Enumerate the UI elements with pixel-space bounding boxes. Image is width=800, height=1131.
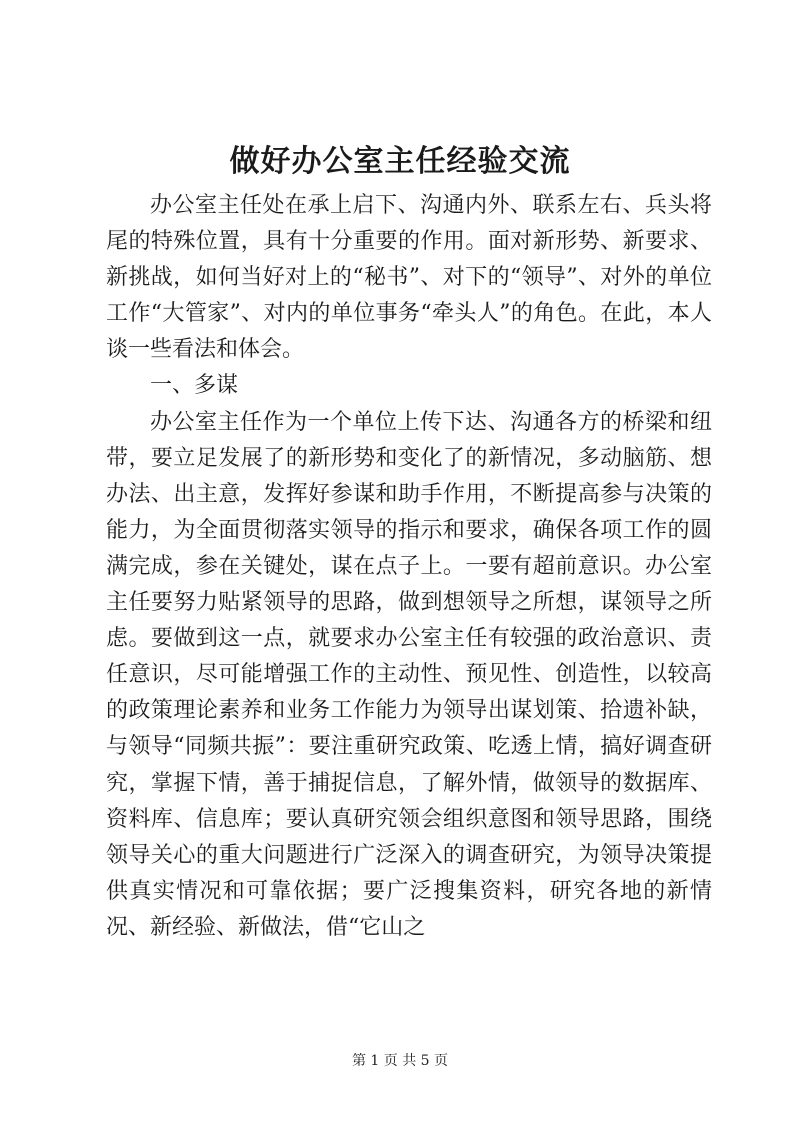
document-body [106, 188, 712, 946]
paragraph-intro: 办公室主任处在承上启下、沟通内外、联系左右、兵头将尾的特殊位置，具有十分重要的作用。面对新形势、新要求、新挑战，如何当好对上的“秘书”、对下的“领导”、对外的单位工作“大管家”、对内的单位事务“牵头人”的角色。在此，本人谈一些看法和体会。 [106, 193, 712, 363]
document-title: 做好办公室主任经验交流 [229, 144, 571, 179]
paragraph-section-1: 办公室主任作为一个单位上传下达、沟通各方的桥梁和纽带，要立足发展了的新形势和变化了的新情况，多动脑筋、想办法、出主意，发挥好参谋和助手作用，不断提高参与决策的能力，为全面贯彻落实领导的指示和要求，确保各项工作的圆满完成，参在关键处，谋在点子上。一要有超前意识。办公室主任要努力贴紧领导的思路，做到想领导之所想，谋领导之所虑。要做到这一点，就要求办公室主任有较强的政治意识、责任意识，尽可能增强工作的主动性、预见性、创造性，以较高的政策理论素养和业务工作能力为领导出谋划策、拾遗补缺，与领导“同频共振”：要注重研究政策、吃透上情，搞好调查研究，掌握下情，善于捕捉信息，了解外情，做领导的数据库、资料库、信息库；要认真研究领会组织意图和领导思路，围绕领导关心的重大问题进行广泛深入的调查研究，为领导决策提供真实情况和可靠依据；要广泛搜集资料，研究各地的新情况、新经验、新做法，借“它山之 [106, 409, 712, 940]
section-heading-1: 一、多谋 [150, 373, 239, 399]
page-number-footer: 第 1 页 共 5 页 [351, 1053, 449, 1069]
